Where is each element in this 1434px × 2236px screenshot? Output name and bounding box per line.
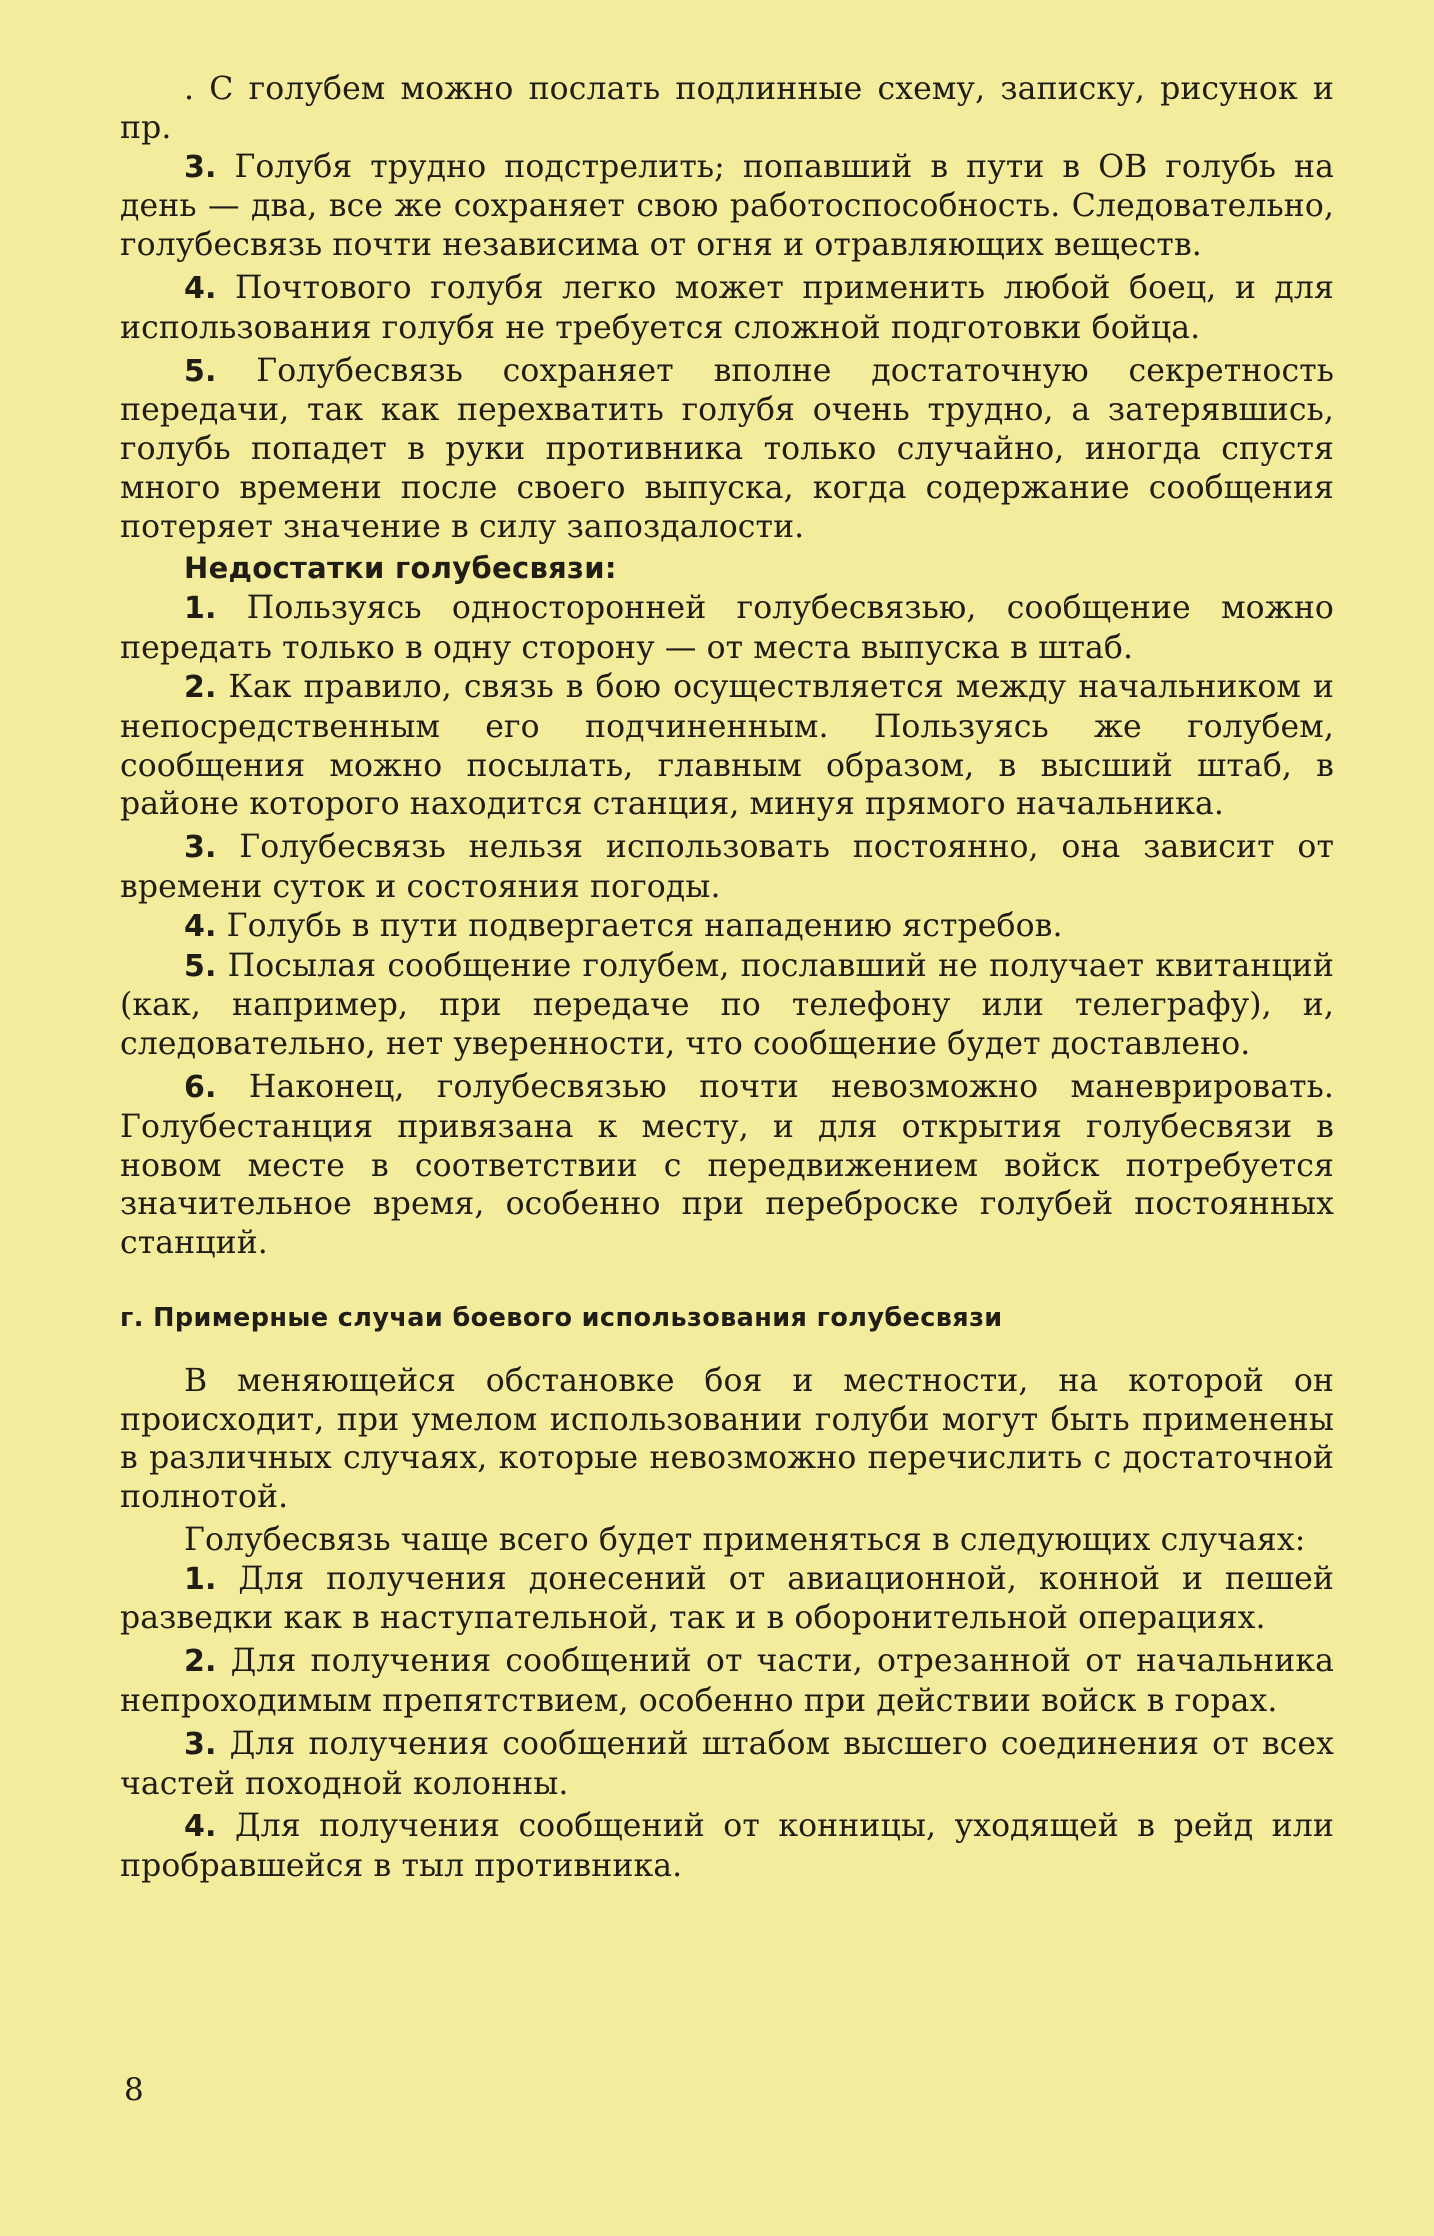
- item-number: 5.: [184, 948, 217, 984]
- paragraph-2: [120, 70, 1334, 148]
- section-intro-2: Голубесвязь чаще всего будет применяться в следующих случаях:: [184, 1521, 1306, 1558]
- item-number: 4.: [184, 270, 217, 306]
- paragraph-text: Посылая сообщение голубем, пославший не получает квитанций (как, например, при передаче по телефону или телеграфу), и, следовательно, нет уверенности, что сообщение будет доставлено.: [120, 947, 1334, 1063]
- paragraph-text: . С голубем можно послать подлинные схему, записку, рисунок и пр.: [120, 71, 1334, 146]
- disadvantage-1: [120, 589, 1334, 668]
- paragraph-text: Почтового голубя легко может применить любой боец, и для использования голубя не требуется сложной подготовки бойца.: [120, 269, 1334, 346]
- disadvantage-2: [120, 668, 1334, 824]
- item-number: 2.: [184, 1644, 217, 1680]
- paragraph-3: [120, 148, 1334, 265]
- paragraph-text: Голубесвязь нельзя использовать постоянно, она зависит от времени суток и состояния погоды.: [120, 829, 1334, 905]
- paragraph-text: Голубь в пути подвергается нападению ястребов.: [226, 907, 1063, 944]
- case-2: [120, 1642, 1334, 1721]
- paragraph-text: Для получения сообщений от части, отрезанной от начальника непроходимым препятствием, особенно при действии войск в горах.: [120, 1643, 1334, 1720]
- paragraph-4: [120, 269, 1334, 348]
- item-number: 4.: [184, 908, 217, 944]
- item-number: 3.: [184, 830, 217, 866]
- disadvantages-heading: Недостатки голубесвязи:: [184, 550, 617, 585]
- item-number: 4.: [184, 1809, 217, 1845]
- paragraph-text: Для получения донесений от авиационной, конной и пешей разведки как в наступательной, так и в оборонительной операциях.: [120, 1560, 1334, 1637]
- paragraph-text: Наконец, голубесвязью почти невозможно маневрировать. Голубестанция привязана к месту, и для открытия голубесвязи в новом месте в соответствии с передвижением войск потребуется значительное время, особенно при переброске голубей постоянных станций.: [120, 1068, 1334, 1262]
- item-number: 3.: [184, 149, 217, 185]
- disadvantage-3: [120, 828, 1334, 907]
- item-number: 2.: [184, 669, 217, 705]
- item-number: 1.: [184, 1561, 217, 1597]
- case-1: [120, 1560, 1334, 1639]
- paragraph-text: Голубя трудно подстрелить; попавший в пути в ОВ голубь на день — два, все же сохраняет свою работоспособность. Следовательно, голубесвязь почти независима от огня и отравляющих веществ.: [120, 148, 1334, 264]
- paragraph-text: Пользуясь односторонней голубесвязью, сообщение можно передать только в одну сторону — от места выпуска в штаб.: [120, 590, 1334, 667]
- document-page: [120, 70, 1334, 2190]
- paragraph-text: Как правило, связь в бою осуществляется между начальником и непосредственным его подчиненным. Пользуясь же голубем, сообщения можно посылать, главным образом, в высший штаб, в районе которого находится станция, минуя прямого начальника.: [120, 668, 1335, 823]
- disadvantage-6: [120, 1068, 1334, 1263]
- section-title: г. Примерные случаи боевого использования голубесвязи: [120, 1302, 1003, 1333]
- item-number: 3.: [184, 1726, 217, 1762]
- paragraph-text: Для получения сообщений от конницы, уходящей в рейд или пробравшейся в тыл противника.: [120, 1808, 1334, 1885]
- paragraph-5: [120, 352, 1334, 547]
- disadvantage-5: [120, 947, 1334, 1064]
- paragraph-text: Голубесвязь сохраняет вполне достаточную секретность передачи, так как перехватить голубя очень трудно, а затерявшись, голубь попадет в руки противника только случайно, иногда спустя много времени после своего выпуска, когда содержание сообщения потеряет значение в силу запоздалости.: [120, 352, 1334, 545]
- item-number: 6.: [184, 1069, 217, 1105]
- page-number: 8: [124, 2072, 144, 2108]
- section-intro-1: В меняющейся обстановке боя и местности, на которой он происходит, при умелом использовании голуби могут быть применены в различных случаях, которые невозможно перечислить с достаточной полнотой.: [120, 1362, 1334, 1516]
- disadvantage-4: [120, 907, 1334, 947]
- paragraph-text: Для получения сообщений штабом высшего соединения от всех частей походной колонны.: [120, 1725, 1334, 1802]
- case-4: [120, 1807, 1334, 1886]
- case-3: [120, 1725, 1334, 1804]
- item-number: 5.: [184, 353, 217, 389]
- item-number: 1.: [184, 591, 217, 627]
